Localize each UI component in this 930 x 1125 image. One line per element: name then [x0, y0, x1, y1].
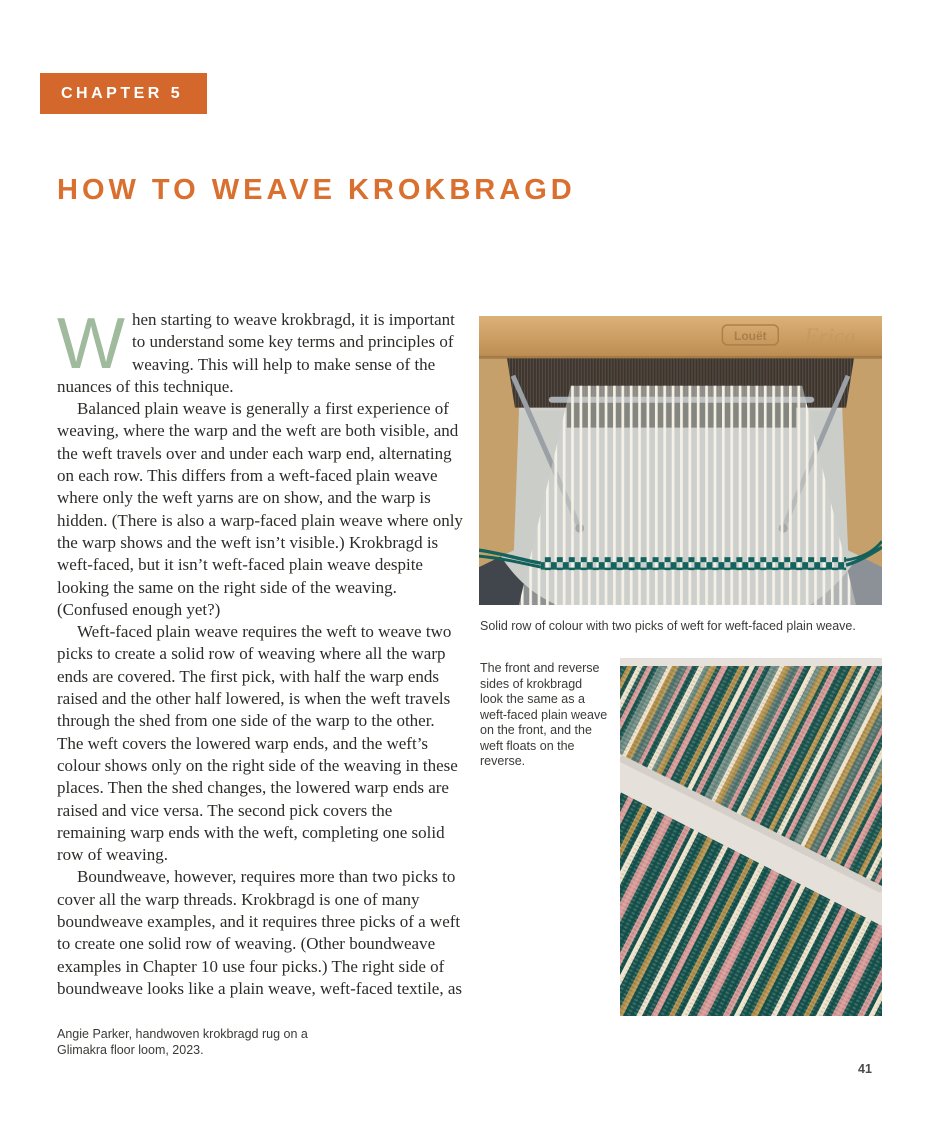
krokbragd-photo [620, 658, 882, 1016]
krokbragd-photo-graphic [620, 658, 882, 1016]
paragraph-intro-text: hen starting to weave krokbragd, it is important to understand some key terms and principles of weaving. This will help to make sense of the nuances of this technique. [57, 310, 455, 396]
paragraph-balanced-weave: Balanced plain weave is generally a first experience of weaving, where the warp and the weft are both visible, and the weft travels over and under each warp end, alternating on each row. This differs from a weft-faced plain weave where only the weft yarns are on show, and the warp is hidden. (There is also a warp-faced plain weave where only the warp shows and the weft isn’t visible.) Krokbragd is weft-faced, but it isn’t weft-faced plain weave despite looking the same on the right side of the weaving. (Confused enough yet?) [57, 399, 463, 619]
article-text [57, 304, 465, 1000]
page-number: 41 [858, 1062, 872, 1076]
paragraph-boundweave: Boundweave, however, requires more than two picks to cover all the warp threads. Krokbragd is one of many boundweave examples, and it requires three picks of a weft to create one solid row of weaving. (Other boundweave examples in Chapter 10 use four picks.) The right side of boundweave looks like a plain weave, weft-faced textile, as [57, 867, 463, 998]
chapter-badge-label: CHAPTER 5 [61, 84, 184, 102]
drop-cap: W [57, 304, 125, 384]
loom-photo-caption: Solid row of colour with two picks of weft for weft-faced plain weave. [480, 619, 856, 633]
paragraph-weft-faced: Weft-faced plain weave requires the weft to weave two picks to create a solid row of weaving where all the warp ends are covered. The first pick, with half the warp ends raised and the other half lowered, is when the weft travels through the shed from one side of the warp to the other. The weft covers the lowered warp ends, and the weft’s colour shows only on the right side of the weaving in these places. Then the shed changes, the lowered warp ends are raised and vice versa. The second pick covers the remaining warp ends with the weft, completing one solid row of weaving. [57, 622, 458, 865]
loom-model-emboss: Erica [804, 323, 856, 349]
loom-photo [479, 316, 882, 605]
paragraph-intro [57, 304, 465, 398]
loom-photo-graphic [479, 316, 882, 605]
loom-brand-emboss: Louët [734, 328, 767, 343]
krokbragd-photo-caption: The front and reverse sides of krokbragd look the same as a weft-faced plain weave on the front, and the weft floats on the reverse. [480, 661, 608, 768]
page-title: HOW TO WEAVE KROKBRAGD [57, 174, 576, 206]
photo-credit: Angie Parker, handwoven krokbragd rug on a Glimakra floor loom, 2023. [57, 1027, 308, 1057]
chapter-badge [40, 73, 207, 114]
